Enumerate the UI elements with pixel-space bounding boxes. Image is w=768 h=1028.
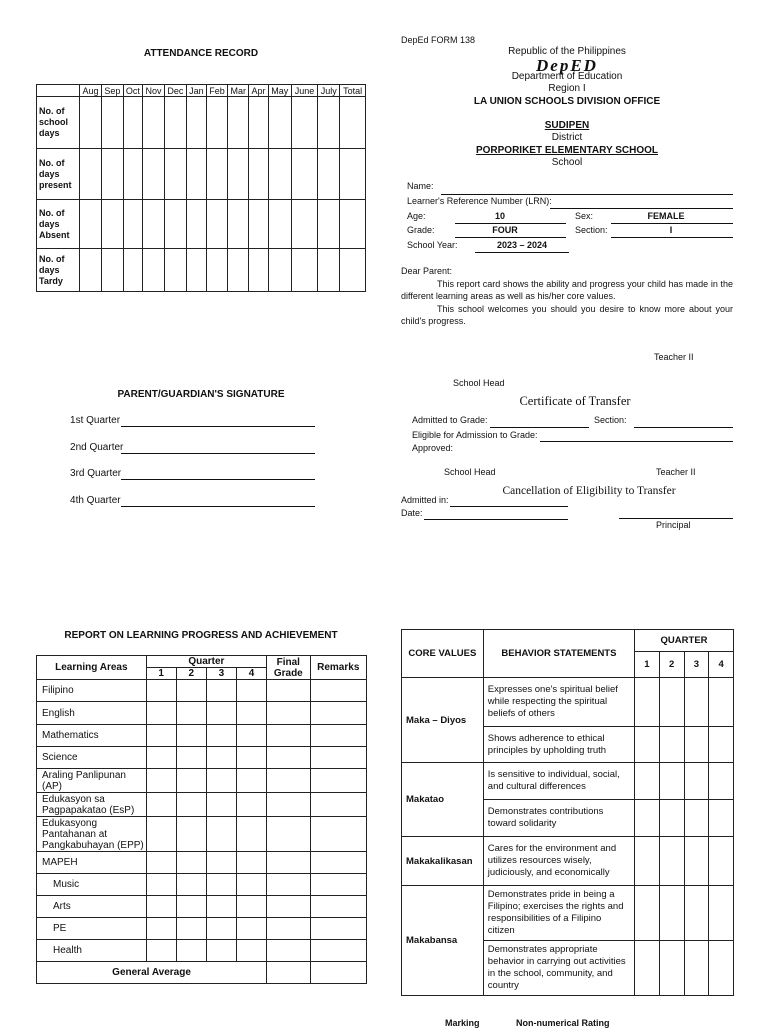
letter-paragraph-2: This school welcomes you should you desire to know more about your child's progress. bbox=[401, 304, 733, 326]
quarter-4-label: 4th Quarter bbox=[70, 495, 121, 506]
learning-area: Science bbox=[37, 747, 147, 769]
learning-area: Edukasyon sa Pagpapakatao (EsP) bbox=[37, 793, 147, 817]
school-name: PORPORIKET ELEMENTARY SCHOOL bbox=[475, 145, 659, 156]
learning-title: REPORT ON LEARNING PROGRESS AND ACHIEVEMENT bbox=[64, 630, 338, 641]
quarter-3-label: 3rd Quarter bbox=[70, 468, 122, 479]
behavior-statement: Demonstrates contributions toward solidarity bbox=[483, 800, 634, 837]
month-header: May bbox=[268, 85, 291, 97]
quarter-2-label: 2nd Quarter bbox=[70, 442, 124, 453]
certificate-teacher: Teacher II bbox=[656, 467, 696, 477]
month-header: Sep bbox=[101, 85, 123, 97]
date-field[interactable] bbox=[424, 519, 568, 520]
certificate-school-head: School Head bbox=[444, 467, 496, 477]
quarter-2-signature-line[interactable] bbox=[121, 453, 315, 454]
certificate-title: Certificate of Transfer bbox=[519, 394, 631, 408]
republic-label: Republic of the Philippines bbox=[508, 46, 626, 57]
grade-value: FOUR bbox=[492, 225, 518, 235]
age-label: Age: bbox=[407, 211, 426, 221]
core-value: Makabansa bbox=[402, 886, 484, 996]
certificate-section-label: Section: bbox=[594, 415, 627, 425]
learning-area: MAPEH bbox=[37, 852, 147, 874]
month-header: Oct bbox=[123, 85, 142, 97]
date-label: Date: bbox=[401, 508, 423, 518]
learning-area: Music bbox=[37, 874, 147, 896]
attendance-title: ATTENDANCE RECORD bbox=[143, 48, 259, 59]
rating-label: Non-numerical Rating bbox=[516, 1018, 610, 1028]
col-quarter-cv: QUARTER bbox=[635, 630, 734, 652]
row-label: No. of days Tardy bbox=[37, 249, 80, 292]
col-remarks: Remarks bbox=[310, 656, 366, 680]
month-header: July bbox=[318, 85, 340, 97]
name-label: Name: bbox=[407, 181, 434, 191]
lrn-label: Learner's Reference Number (LRN): bbox=[407, 196, 552, 206]
learning-area: Mathematics bbox=[37, 725, 147, 747]
signature-title: PARENT/GUARDIAN'S SIGNATURE bbox=[117, 389, 285, 400]
behavior-statement: Demonstrates pride in being a Filipino; exercises the rights and responsibilities of a Filipino citizen bbox=[483, 886, 634, 941]
general-average-label: General Average bbox=[37, 962, 267, 984]
learning-area: Arts bbox=[37, 896, 147, 918]
learning-area: PE bbox=[37, 918, 147, 940]
section-label: Section: bbox=[575, 225, 608, 235]
behavior-statement: Cares for the environment and utilizes resources wisely, judiciously, and economically bbox=[483, 837, 634, 886]
month-header: Apr bbox=[249, 85, 268, 97]
quarter-1-label: 1st Quarter bbox=[70, 415, 121, 426]
learning-area: English bbox=[37, 702, 147, 725]
region-label: Region I bbox=[548, 83, 586, 94]
core-values-table: CORE VALUES BEHAVIOR STATEMENTS QUARTER 1 2 3 4 Maka – Diyos Expresses one's spiritual belief while respecting the spiritual beliefs of others Shows adherence to ethical principles by upholding truth Makatao Is sensitive to individual, social, and cultural differences Demonstrates contributions toward solidarity Makakalikasan Cares for the environment and utilizes resources wisely, judiciously, and economically Makabansa Demonstrates pride in being a Filipino; exercises the rights and responsibilities of a Filipino citizen Demonstrates appropriate behavior in carrying out activities in the school, community, and country bbox=[401, 629, 734, 996]
quarter-3-signature-line[interactable] bbox=[121, 479, 315, 480]
admitted-grade-label: Admitted to Grade: bbox=[412, 415, 488, 425]
division-office: LA UNION SCHOOLS DIVISION OFFICE bbox=[473, 96, 661, 107]
school-head-title: School Head bbox=[453, 378, 505, 388]
month-header: Feb bbox=[206, 85, 227, 97]
row-label: No. of days present bbox=[37, 149, 80, 200]
school-year-value: 2023 – 2024 bbox=[496, 240, 548, 250]
learning-area: Health bbox=[37, 940, 147, 962]
col-learning-areas: Learning Areas bbox=[37, 656, 147, 680]
age-value: 10 bbox=[494, 211, 505, 221]
month-header: June bbox=[291, 85, 317, 97]
eligible-field[interactable] bbox=[540, 441, 733, 442]
form-number: DepEd FORM 138 bbox=[401, 35, 476, 45]
behavior-statement: Demonstrates appropriate behavior in carrying out activities in the school, community, and country bbox=[483, 941, 634, 996]
certificate-section-field[interactable] bbox=[634, 427, 733, 428]
attendance-table bbox=[36, 84, 366, 292]
eligible-label: Eligible for Admission to Grade: bbox=[412, 430, 538, 440]
deped-logo: DepED bbox=[536, 56, 598, 75]
month-header: Mar bbox=[228, 85, 249, 97]
district-label: District bbox=[551, 132, 583, 143]
core-value: Makakalikasan bbox=[402, 837, 484, 886]
month-header: Dec bbox=[164, 85, 186, 97]
learning-area: Araling Panlipunan (AP) bbox=[37, 769, 147, 793]
learning-table: Learning Areas Quarter Final Grade Remarks 1 2 3 4 Filipino English Mathematics Science Araling Panlipunan (AP) Edukasyon sa Pagpapakatao (EsP) Edukasyong Pantahanan at Pangkabuhayan (EPP) MAPEH Music Arts PE Health General Average bbox=[36, 655, 367, 984]
principal-signature-line bbox=[619, 518, 733, 519]
school-year-label: School Year: bbox=[407, 240, 458, 250]
admitted-in-field[interactable] bbox=[450, 506, 568, 507]
behavior-statement: Expresses one's spiritual belief while respecting the spiritual beliefs of others bbox=[483, 678, 634, 727]
core-value: Maka – Diyos bbox=[402, 678, 484, 763]
cancellation-title: Cancellation of Eligibility to Transfer bbox=[502, 485, 676, 497]
behavior-statement: Is sensitive to individual, social, and cultural differences bbox=[483, 763, 634, 800]
letter-paragraph-1: This report card shows the ability and progress your child has made in the different learning areas as well as his/her core values. bbox=[401, 279, 733, 301]
school-label: School bbox=[551, 157, 583, 168]
sex-value: FEMALE bbox=[647, 211, 685, 221]
col-core-values: CORE VALUES bbox=[402, 630, 484, 678]
approved-label: Approved: bbox=[412, 443, 454, 453]
quarter-1-signature-line[interactable] bbox=[121, 426, 315, 427]
name-field[interactable] bbox=[441, 194, 733, 195]
sex-label: Sex: bbox=[575, 211, 594, 221]
row-label: No. of days Absent bbox=[37, 200, 80, 249]
quarter-4-signature-line[interactable] bbox=[121, 506, 315, 507]
district-name: SUDIPEN bbox=[544, 120, 590, 131]
behavior-statement: Shows adherence to ethical principles by upholding truth bbox=[483, 727, 634, 763]
principal-title: Principal bbox=[656, 520, 691, 530]
month-header: Nov bbox=[143, 85, 165, 97]
month-header: Jan bbox=[186, 85, 206, 97]
admitted-grade-field[interactable] bbox=[490, 427, 589, 428]
teacher-title: Teacher II bbox=[654, 352, 694, 362]
learning-area: Filipino bbox=[37, 680, 147, 702]
row-label: No. of school days bbox=[37, 97, 80, 149]
section-value: I bbox=[669, 225, 673, 235]
core-value: Makatao bbox=[402, 763, 484, 837]
salutation: Dear Parent: bbox=[401, 266, 453, 276]
col-quarter: Quarter bbox=[146, 656, 266, 668]
admitted-in-label: Admitted in: bbox=[401, 495, 449, 505]
month-header: Aug bbox=[80, 85, 102, 97]
learning-area: Edukasyong Pantahanan at Pangkabuhayan (EPP) bbox=[37, 817, 147, 852]
col-behavior: BEHAVIOR STATEMENTS bbox=[483, 630, 634, 678]
department-label: Department of Education bbox=[511, 71, 623, 82]
col-final-grade: Final Grade bbox=[267, 656, 310, 680]
marking-label: Marking bbox=[445, 1018, 480, 1028]
grade-label: Grade: bbox=[407, 225, 435, 235]
month-header: Total bbox=[340, 85, 366, 97]
lrn-field[interactable] bbox=[550, 208, 733, 209]
